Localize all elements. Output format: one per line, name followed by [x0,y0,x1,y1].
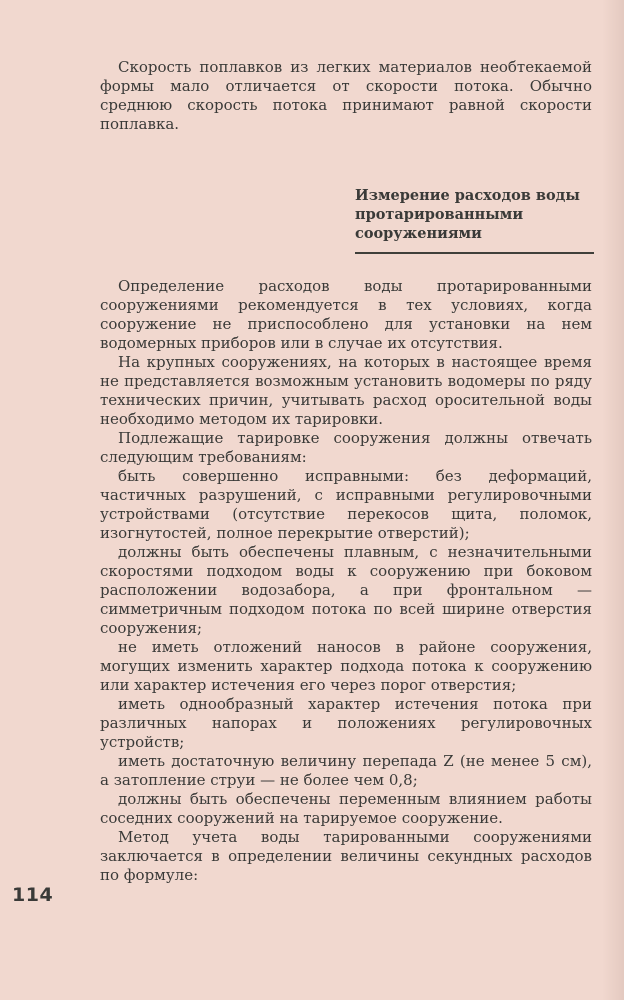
paragraph: Определение расходов воды протарированными сооружениями рекомендуется в тех условиях, когда сооружение не приспособлено для установки на нем водомерных приборов или в случае их отсутствия. [100,277,592,352]
heading-line-2: протарированными [355,206,524,223]
paragraph: Метод учета воды тарированными сооружениями заключается в определении величины секундных расходов по формуле: [100,828,592,884]
section-heading [355,186,595,243]
heading-line-3: сооружениями [355,225,482,242]
requirement-item: быть совершенно исправными: без деформаций, частичных разрушений, с исправными регулировочными устройствами (отсутствие перекосов щита, поломок, изогнутостей, полное перекрытие отверстий); [100,467,592,542]
paragraph: На крупных сооружениях, на которых в настоящее время не представляется возможным установить водомеры по ряду технических причин, учитывать расход оросительной воды необходимо методом их тарировки. [100,353,592,428]
intro-paragraph [100,58,592,134]
intro-text: Скорость поплавков из легких материалов необтекаемой формы мало отличается от скорости потока. Обычно среднюю скорость потока принимают равной скорости поплавка. [100,58,592,133]
requirement-item: должны быть обеспечены плавным, с незначительными скоростями подходом воды к сооружению при боковом расположении водозабора, а при фронтальном — симметричным подходом потока по всей ширине отверстия сооружения; [100,543,592,637]
paragraph: Подлежащие тарировке сооружения должны отвечать следующим требованиям: [100,429,592,466]
page-edge-shadow [602,0,624,1000]
requirement-item: не иметь отложений наносов в районе сооружения, могущих изменить характер подхода потока к сооружению или характер истечения его через порог отверстия; [100,638,592,694]
heading-line-1: Измерение расходов воды [355,187,580,204]
requirement-item: иметь достаточную величину перепада Z (не менее 5 см), а затопление струи — не более чем 0,8; [100,752,592,789]
heading-underline [355,252,594,254]
requirement-item: иметь однообразный характер истечения потока при различных напорах и положениях регулировочных устройств; [100,695,592,751]
body-text [100,277,592,885]
requirement-item: должны быть обеспечены переменным влиянием работы соседних сооружений на тарируемое сооружение. [100,790,592,827]
page-number: 114 [12,884,54,906]
